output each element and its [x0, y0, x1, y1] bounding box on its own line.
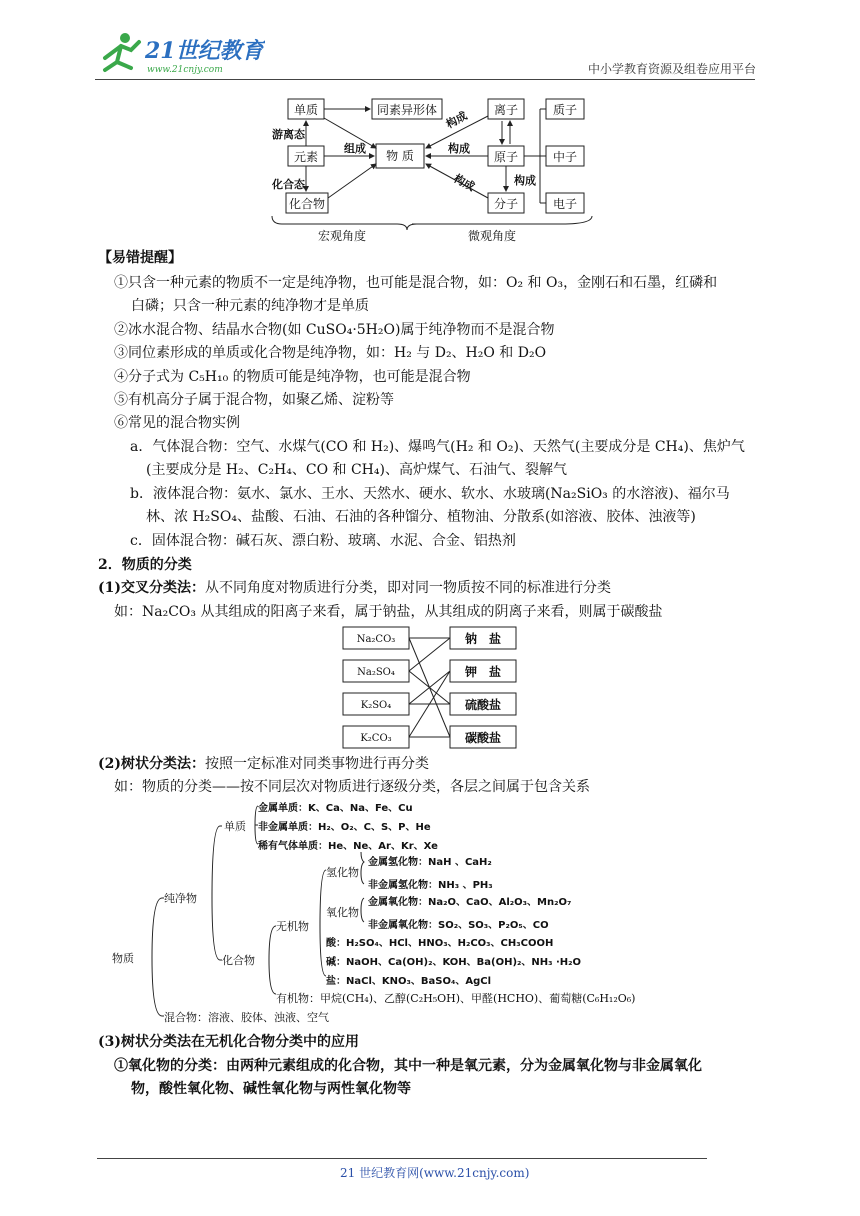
label-huahewu: 化合物	[288, 197, 326, 211]
tree-line	[98, 753, 429, 775]
logo-url-text: www.21cnjy.com	[147, 65, 223, 75]
cross-line	[98, 577, 611, 599]
header-platform-name: 中小学教育资源及组卷应用平台	[587, 62, 756, 76]
tree-huahewu: 化合物	[222, 954, 255, 967]
right-box-text-3: 碳酸盐	[464, 731, 502, 745]
label-yuanzi: 原子	[493, 150, 519, 164]
left-box-text-3: K₂CO₃	[360, 733, 392, 744]
label-zucheng: 组成	[344, 142, 366, 155]
notes-title: 【易错提醒】	[98, 250, 182, 266]
note-6: ⑥常见的混合物实例	[114, 415, 240, 431]
site-logo	[95, 28, 265, 80]
footer-divider	[97, 1158, 707, 1159]
tree-feijinshu-dz: 非金属单质：H₂、O₂、C、S、P、He	[258, 822, 431, 833]
tree-example: 如：物质的分类——按不同层次对物质进行逐级分类，各层之间属于包含关系	[114, 779, 590, 795]
tree-xiyou: 稀有气体单质：He、Ne、Ar、Kr、Xe	[258, 841, 438, 852]
tree-js-qh: 金属氢化物：NaH 、CaH₂	[368, 857, 492, 868]
note-1: ①只含一种元素的物质不一定是纯净物，也可能是混合物，如：O₂ 和 O₃，金刚石和石墨，红磷和	[114, 275, 718, 291]
label-tongsu: 同素异形体	[376, 103, 438, 117]
label-weiguan: 微观角度	[467, 229, 517, 243]
runner-logo-icon	[105, 33, 139, 70]
label-fenzi: 分子	[493, 197, 519, 211]
note-1b: 白磷；只含一种元素的纯净物才是单质	[131, 298, 369, 314]
label-goucheng4: 构成	[514, 174, 536, 187]
cross-desc: 从不同角度对物质进行分类，即对同一物质按不同的标准进行分类	[205, 580, 611, 596]
label-lizi: 离子	[493, 103, 519, 117]
tree-title: (2)树状分类法：	[98, 756, 205, 772]
label-youli: 游离态	[272, 128, 305, 141]
tree-fjs-yh: 非金属氧化物：SO₂、SO₃、P₂O₅、CO	[368, 920, 549, 931]
right-box-text-2: 硫酸盐	[464, 698, 502, 712]
tree-wuzhi: 物质	[112, 952, 134, 965]
note-b1: b．液体混合物：氨水、氯水、王水、天然水、硬水、软水、水玻璃(Na₂SiO₃ 的水溶液)、福尔马	[130, 486, 730, 502]
logo-main-text: 21世纪教育	[145, 38, 264, 64]
tree-diagram	[112, 798, 636, 1028]
tree-suan: 酸：H₂SO₄、HCl、HNO₃、H₂CO₃、CH₃COOH	[326, 938, 554, 949]
cross-title: (1)交叉分类法：	[98, 580, 205, 596]
tree-qinghuawu: 氢化物	[326, 866, 359, 879]
note-3: ③同位素形成的单质或化合物是纯净物，如：H₂ 与 D₂、H₂O 和 D₂O	[114, 345, 547, 361]
tree-yan: 盐：NaCl、KNO₃、BaSO₄、AgCl	[326, 976, 491, 987]
oxide-line-1: ①氧化物的分类：由两种元素组成的化合物，其中一种是氧元素，分为金属氧化物与非金属氧化	[114, 1058, 702, 1074]
left-box-text-0: Na₂CO₃	[356, 634, 396, 645]
tree-hunhewu: 混合物：溶液、胶体、浊液、空气	[164, 1011, 329, 1024]
tree-jinshu-dz: 金属单质：K、Ca、Na、Fe、Cu	[258, 803, 413, 814]
note-4: ④分子式为 C₅H₁₀ 的物质可能是纯净物，也可能是混合物	[114, 369, 471, 385]
header-divider	[95, 79, 755, 80]
right-box-text-0: 钠 盐	[464, 632, 502, 646]
section2-title: 2．物质的分类	[98, 557, 192, 573]
label-wuzhi: 物 质	[386, 149, 414, 163]
left-box-text-2: K₂SO₄	[360, 700, 392, 711]
tree-fjs-qh: 非金属氢化物：NH₃ 、PH₃	[368, 880, 493, 891]
note-a2: (主要成分是 H₂、C₂H₄、CO 和 CH₄)、高炉煤气、石油气、裂解气	[146, 462, 567, 478]
label-hongguan: 宏观角度	[317, 229, 367, 243]
right-box-text-1: 钾 盐	[464, 665, 502, 679]
tree-js-yh: 金属氧化物：Na₂O、CaO、Al₂O₃、Mn₂O₇	[368, 897, 572, 908]
label-danzhi: 单质	[293, 103, 319, 117]
oxide-line-2: 物，酸性氧化物、碱性氧化物与两性氧化物等	[131, 1081, 411, 1097]
note-2: ②冰水混合物、结晶水合物(如 CuSO₄·5H₂O)属于纯净物而不是混合物	[114, 322, 555, 338]
tree-jian: 碱：NaOH、Ca(OH)₂、KOH、Ba(OH)₂、NH₃ ·H₂O	[326, 957, 582, 968]
label-huahe: 化合态	[272, 178, 305, 191]
cross-example: 如：Na₂CO₃ 从其组成的阳离子来看，属于钠盐，从其组成的阴离子来看，则属于碳酸盐	[114, 604, 663, 620]
tree-danzhi: 单质	[224, 820, 246, 833]
tree-chunjingwu: 纯净物	[164, 892, 197, 905]
left-box-text-1: Na₂SO₄	[357, 667, 395, 678]
label-goucheng1: 构成	[443, 109, 470, 131]
note-b2: 林、浓 H₂SO₄、盐酸、石油、石油的各种馏分、植物油、分散系(如溶液、胶体、浊液等)	[146, 509, 696, 525]
concept-diagram	[262, 92, 602, 248]
label-dianzi: 电子	[552, 197, 578, 211]
label-yuansu: 元素	[293, 150, 319, 164]
tree-youji: 有机物：甲烷(CH₄)、乙醇(C₂H₅OH)、甲醛(HCHO)、葡萄糖(C₆H₁₂O₆)	[276, 992, 636, 1005]
tree-desc: 按照一定标准对同类事物进行再分类	[205, 756, 429, 772]
label-goucheng2: 构成	[448, 142, 470, 155]
footer-link[interactable]: 21 世纪教育网(www.21cnjy.com)	[340, 1166, 530, 1180]
cross-diagram	[340, 624, 540, 756]
note-c1: c．固体混合物：碱石灰、漂白粉、玻璃、水泥、合金、铝热剂	[130, 533, 516, 549]
note-a1: a．气体混合物：空气、水煤气(CO 和 H₂)、爆鸣气(H₂ 和 O₂)、天然气(主要成分是 CH₄)、焦炉气	[130, 439, 745, 455]
note-5: ⑤有机高分子属于混合物，如聚乙烯、淀粉等	[114, 392, 394, 408]
app-title: (3)树状分类法在无机化合物分类中的应用	[98, 1034, 359, 1050]
label-zhongzi: 中子	[552, 150, 578, 164]
label-goucheng3: 构成	[451, 171, 477, 194]
tree-yanghuawu: 氧化物	[326, 906, 359, 919]
label-zhizi: 质子	[552, 103, 578, 117]
tree-wujiwu: 无机物	[276, 920, 309, 933]
